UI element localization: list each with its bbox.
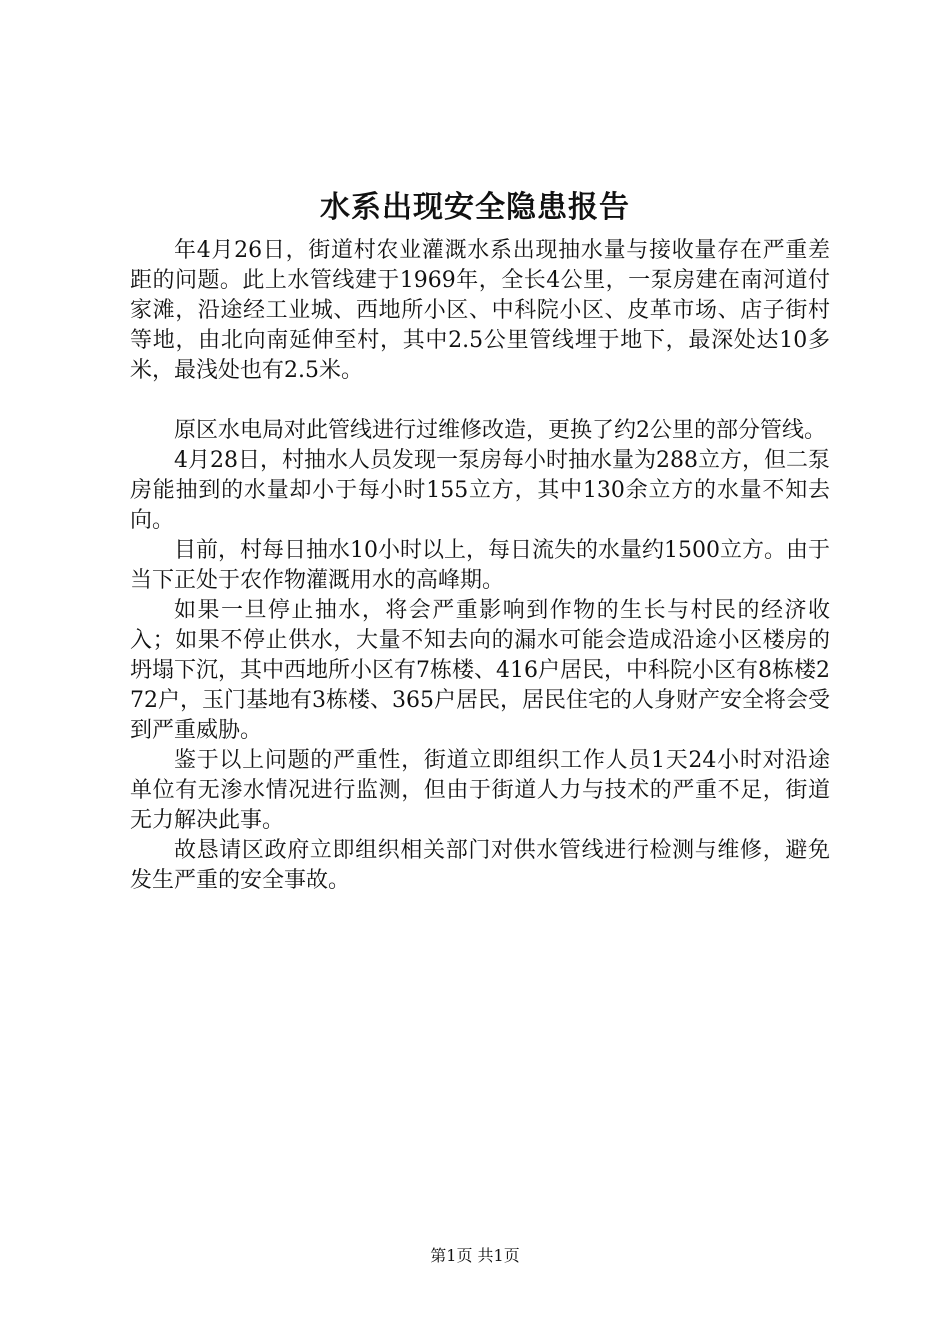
paragraph-2: 原区水电局对此管线进行过维修改造，更换了约2公里的部分管线。 [174, 418, 826, 443]
document-title: 水系出现安全隐患报告 [320, 190, 630, 225]
document-body [130, 236, 830, 896]
paragraph-6: 鉴于以上问题的严重性，街道立即组织工作人员1天24小时对沿途单位有无渗水情况进行监测，但由于街道人力与技术的严重不足，街道无力解决此事。 [130, 748, 830, 833]
paragraph-7: 故恳请区政府立即组织相关部门对供水管线进行检测与维修，避免发生严重的安全事故。 [130, 838, 830, 893]
paragraph-3: 4月28日，村抽水人员发现一泵房每小时抽水量为288立方，但二泵房能抽到的水量却小于每小时155立方，其中130余立方的水量不知去向。 [130, 448, 830, 533]
paragraph-5: 如果一旦停止抽水，将会严重影响到作物的生长与村民的经济收入；如果不停止供水，大量不知去向的漏水可能会造成沿途小区楼房的坍塌下沉，其中西地所小区有7栋楼、416户居民，中科院小区有8栋楼272户，玉门基地有3栋楼、365户居民，居民住宅的人身财产安全将会受到严重威胁。 [130, 598, 830, 743]
paragraph-1: 年4月26日，街道村农业灌溉水系出现抽水量与接收量存在严重差距的问题。此上水管线建于1969年，全长4公里，一泵房建在南河道付家滩，沿途经工业城、西地所小区、中科院小区、皮革市场、店子街村等地，由北向南延伸至村，其中2.5公里管线埋于地下，最深处达10多米，最浅处也有2.5米。 [130, 238, 830, 383]
paragraph-4: 目前，村每日抽水10小时以上，每日流失的水量约1500立方。由于当下正处于农作物灌溉用水的高峰期。 [130, 538, 831, 593]
page-footer: 第1页 共1页 [430, 1246, 520, 1265]
